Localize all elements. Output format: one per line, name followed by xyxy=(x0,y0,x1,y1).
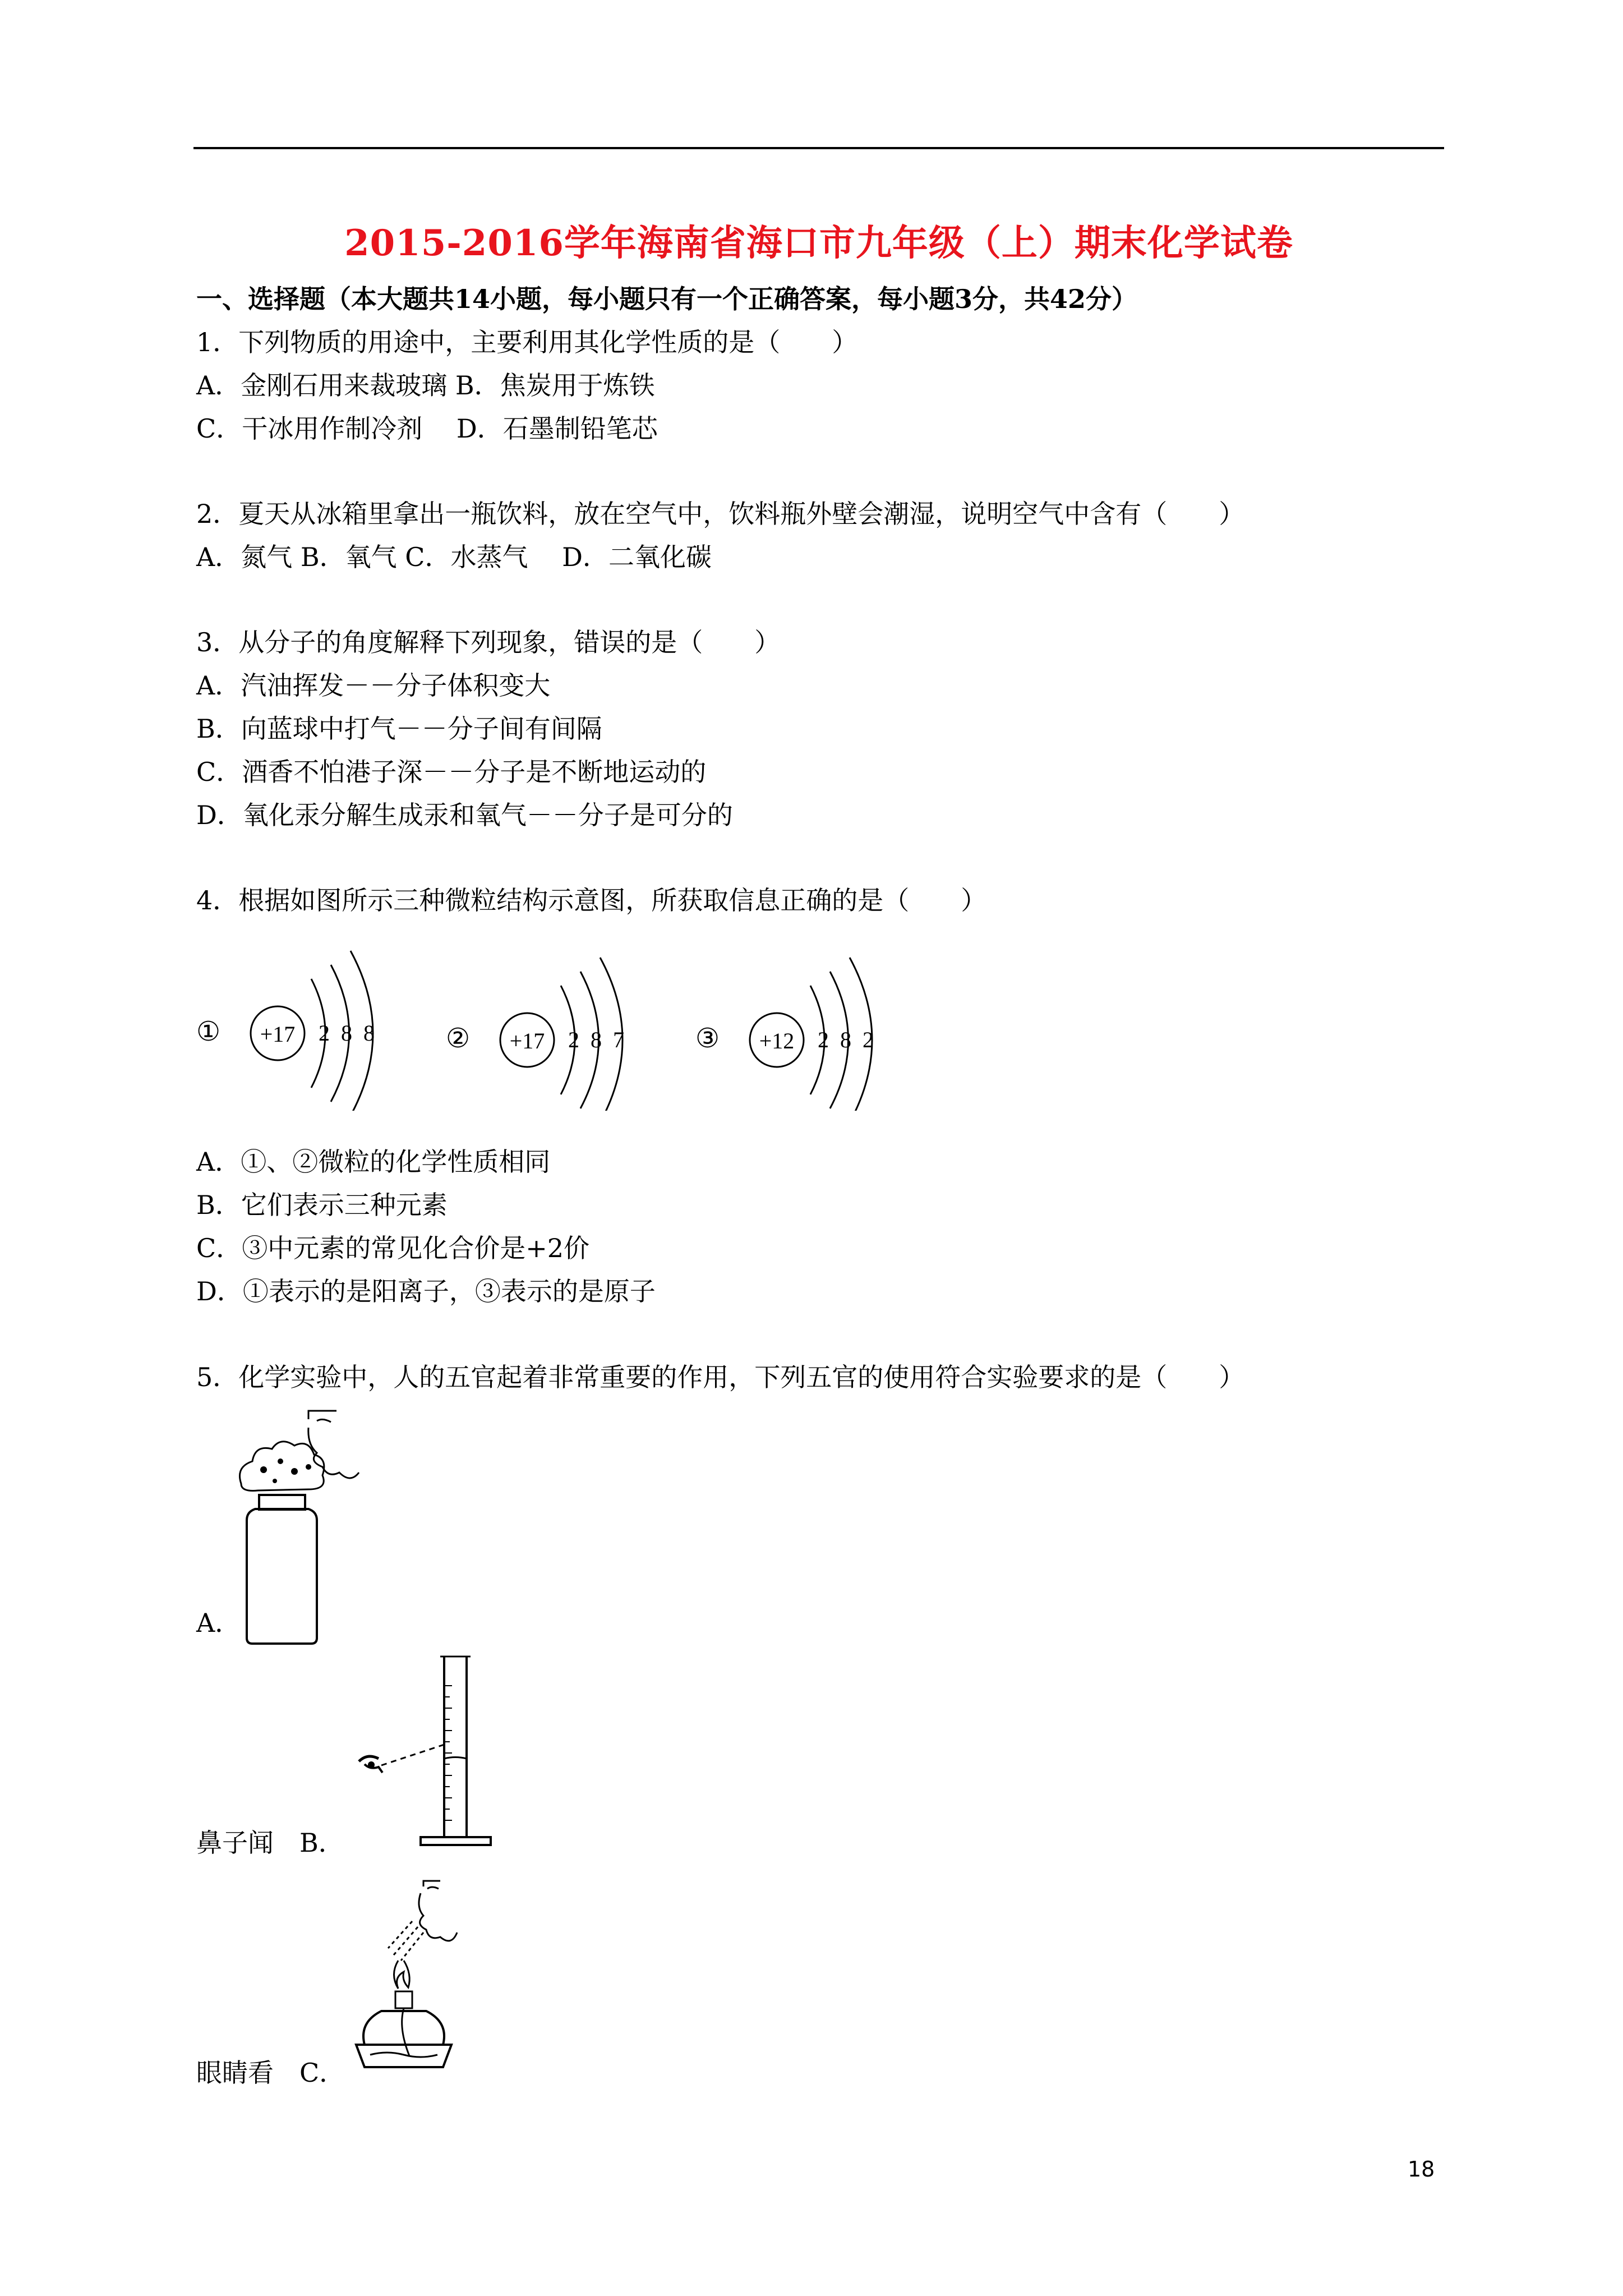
particle-3 xyxy=(695,958,874,1111)
particle-2-shell-count: 2 xyxy=(568,1027,579,1052)
smell-gas-jar-figure xyxy=(224,1405,381,1646)
particle-3-label: ③ xyxy=(695,1023,720,1054)
particle-structure-diagram xyxy=(191,926,920,1111)
section-heading: 一、选择题（本大题共14小题，每小题只有一个正确答案，每小题3分，共42分） xyxy=(196,284,1138,314)
question-3-stem: 3．从分子的角度解释下列现象，错误的是（ ） xyxy=(196,627,781,657)
question-5-option-a-label: A． xyxy=(196,1608,241,1638)
question-3-option-d: D．氧化汞分解生成汞和氧气－－分子是可分的 xyxy=(196,800,733,830)
question-3-option-b: B．向蓝球中打气－－分子间有间隔 xyxy=(196,714,602,744)
alcohol-lamp-figure xyxy=(342,1876,505,2101)
question-5-option-c-label: 眼睛看 C． xyxy=(196,2058,345,2088)
question-3-option-c: C．酒香不怕港子深－－分子是不断地运动的 xyxy=(196,757,707,787)
question-1-stem: 1．下列物质的用途中，主要利用其化学性质的是（ ） xyxy=(196,327,858,357)
particle-1-shell-count: 2 xyxy=(319,1020,330,1046)
particle-3-shell-count: 8 xyxy=(840,1027,851,1052)
particle-3-nucleus-charge: +12 xyxy=(759,1028,795,1053)
question-4-option-a: A．①、②微粒的化学性质相同 xyxy=(196,1147,551,1177)
particle-2-label: ② xyxy=(446,1023,471,1054)
exam-title: 2015-2016学年海南省海口市九年级（上）期末化学试卷 xyxy=(344,222,1293,264)
particle-1-label: ① xyxy=(196,1016,221,1047)
particle-1-shell-count: 8 xyxy=(341,1020,352,1046)
graduated-cylinder-figure xyxy=(348,1652,527,1857)
question-5-option-b-label: 鼻子闻 B． xyxy=(196,1828,344,1858)
page-number: 18 xyxy=(1408,2157,1435,2182)
question-4-option-c: C．③中元素的常见化合价是+2价 xyxy=(196,1233,590,1263)
particle-1 xyxy=(196,951,375,1111)
question-2-stem: 2．夏天从冰箱里拿出一瓶饮料，放在空气中，饮料瓶外壁会潮湿，说明空气中含有（ ） xyxy=(196,499,1245,529)
question-4-option-d: D．①表示的是阳离子，③表示的是原子 xyxy=(196,1276,656,1306)
particle-2-shell-count: 8 xyxy=(591,1027,602,1052)
particle-3-shell-count: 2 xyxy=(818,1027,829,1052)
particle-1-nucleus-charge: +17 xyxy=(260,1022,296,1047)
particle-2-nucleus-charge: +17 xyxy=(509,1028,545,1053)
particle-3-shell-count: 2 xyxy=(863,1027,874,1052)
question-4-option-b: B．它们表示三种元素 xyxy=(196,1190,448,1220)
question-2-option-line: A．氮气 B．氧气 C．水蒸气 D．二氧化碳 xyxy=(196,542,712,572)
question-3-option-a: A．汽油挥发－－分子体积变大 xyxy=(196,670,551,701)
question-1-option-line: A．金刚石用来裁玻璃 B．焦炭用于炼铁 xyxy=(196,370,655,401)
question-4-stem: 4．根据如图所示三种微粒结构示意图，所获取信息正确的是（ ） xyxy=(196,885,987,915)
particle-2 xyxy=(446,958,624,1111)
header-rule xyxy=(193,147,1444,149)
question-1-option-line: C．干冰用作制冷剂 D．石墨制铅笔芯 xyxy=(196,413,658,444)
particle-2-shell-count: 7 xyxy=(613,1027,624,1052)
question-5-stem: 5．化学实验中，人的五官起着非常重要的作用，下列五官的使用符合实验要求的是（ ） xyxy=(196,1362,1245,1392)
particle-1-shell-count: 8 xyxy=(363,1020,375,1046)
